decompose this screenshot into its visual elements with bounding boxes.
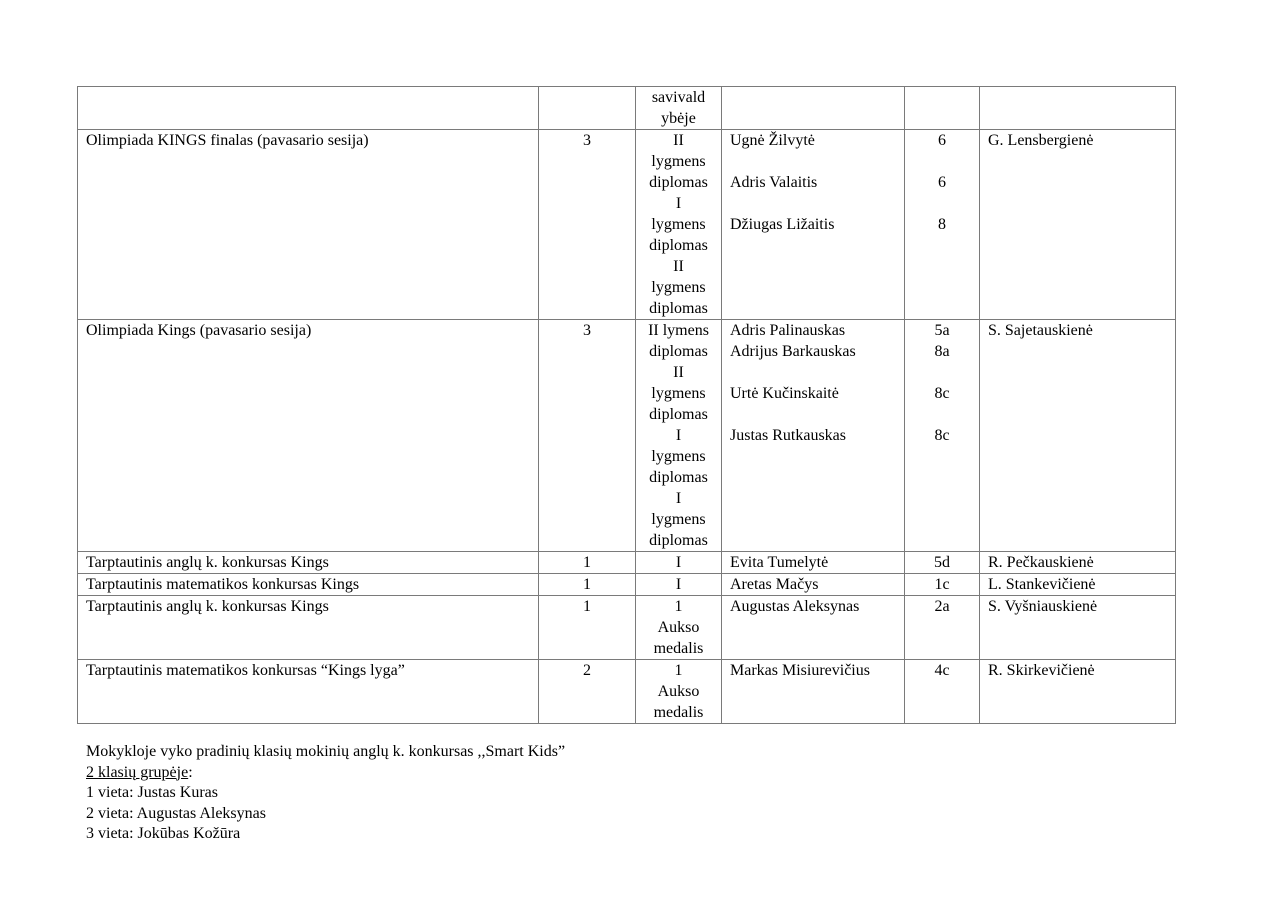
note-result-3: 3 vieta: Jokūbas Kožūra xyxy=(86,825,241,842)
student-name: Adris Palinauskas xyxy=(730,322,846,339)
student-cell xyxy=(722,87,905,130)
place-line: medalis xyxy=(653,704,704,721)
teacher-name: L. Stankevičienė xyxy=(988,576,1096,593)
place-line: 1 xyxy=(674,598,683,615)
place-line: diplomas xyxy=(649,532,708,549)
place-cell xyxy=(636,87,722,130)
participant-count: 1 xyxy=(583,576,591,593)
student-grade: 8a xyxy=(934,343,950,360)
participant-count: 3 xyxy=(583,132,591,149)
place-line: savivald xyxy=(651,89,706,106)
student-cell xyxy=(722,552,905,574)
grade-cell xyxy=(905,552,980,574)
student-grade: 5d xyxy=(934,554,950,571)
teacher-cell xyxy=(980,660,1176,724)
table-row xyxy=(78,552,1176,574)
place-cell xyxy=(636,660,722,724)
note-result-2: 2 vieta: Augustas Aleksynas xyxy=(86,804,266,822)
place-line: I xyxy=(675,427,682,444)
place-line: diplomas xyxy=(649,174,708,191)
table-row xyxy=(78,596,1176,660)
participant-count-cell xyxy=(539,320,636,552)
teacher-name: G. Lensbergienė xyxy=(988,132,1094,149)
student-cell xyxy=(722,130,905,320)
competition-name: Tarptautinis matematikos konkursas “Kings lyga” xyxy=(86,662,405,679)
competition-name: Tarptautinis anglų k. konkursas Kings xyxy=(86,554,329,571)
student-name: Augustas Aleksynas xyxy=(730,598,860,615)
student-grade xyxy=(913,404,971,425)
place-line: I xyxy=(675,576,682,593)
place-line: diplomas xyxy=(649,469,708,486)
student-name xyxy=(730,151,896,172)
competition-name: Olimpiada Kings (pavasario sesija) xyxy=(86,322,312,339)
competition-name: Olimpiada KINGS finalas (pavasario sesija) xyxy=(86,132,369,149)
student-cell xyxy=(722,596,905,660)
table-row xyxy=(78,320,1176,552)
place-line: ybėje xyxy=(661,110,696,127)
place-line: lygmens xyxy=(651,216,706,233)
competition-cell xyxy=(78,596,539,660)
place-line: diplomas xyxy=(649,300,708,317)
participant-count: 1 xyxy=(583,554,591,571)
participant-count-cell xyxy=(539,596,636,660)
student-name: Adrijus Barkauskas xyxy=(730,343,856,360)
teacher-cell xyxy=(980,320,1176,552)
competition-cell xyxy=(78,320,539,552)
school-contest-note xyxy=(86,742,565,845)
teacher-name: R. Skirkevičienė xyxy=(988,662,1095,679)
place-line: I xyxy=(675,490,682,507)
note-intro: Mokykloje vyko pradinių klasių mokinių anglų k. konkursas ,,Smart Kids” xyxy=(86,743,566,760)
student-grade xyxy=(913,362,971,383)
table-row xyxy=(78,87,1176,130)
student-grade: 8c xyxy=(934,427,950,444)
teacher-cell xyxy=(980,574,1176,596)
table-row xyxy=(78,130,1176,320)
place-line: Aukso xyxy=(657,619,700,636)
student-name xyxy=(730,404,896,425)
grade-cell xyxy=(905,574,980,596)
place-line: I xyxy=(675,195,682,212)
place-cell xyxy=(636,552,722,574)
student-grade: 8c xyxy=(934,385,950,402)
participant-count-cell xyxy=(539,574,636,596)
teacher-cell xyxy=(980,130,1176,320)
place-line: lygmens xyxy=(651,511,706,528)
place-line: II xyxy=(673,258,684,275)
competition-cell xyxy=(78,574,539,596)
student-name: Evita Tumelytė xyxy=(730,554,829,571)
table-row xyxy=(78,574,1176,596)
participant-count: 3 xyxy=(583,322,591,339)
teacher-cell xyxy=(980,552,1176,574)
student-cell xyxy=(722,320,905,552)
student-name: Ugnė Žilvytė xyxy=(730,132,815,149)
place-line: diplomas xyxy=(649,237,708,254)
place-line: lygmens xyxy=(651,385,706,402)
student-grade: 6 xyxy=(938,174,946,191)
note-result-1: 1 vieta: Justas Kuras xyxy=(86,784,218,801)
place-cell xyxy=(636,596,722,660)
competition-cell xyxy=(78,552,539,574)
place-line: diplomas xyxy=(649,406,708,423)
grade-cell xyxy=(905,87,980,130)
competition-cell xyxy=(78,130,539,320)
student-grade: 4c xyxy=(934,662,950,679)
note-group-colon: : xyxy=(188,763,193,781)
student-grade xyxy=(913,193,971,214)
place-line: I xyxy=(675,554,682,571)
participant-count-cell xyxy=(539,660,636,724)
results-table xyxy=(77,86,1176,724)
grade-cell xyxy=(905,320,980,552)
note-group-label: 2 klasių grupėje xyxy=(86,763,189,781)
grade-cell xyxy=(905,660,980,724)
student-grade: 6 xyxy=(938,132,946,149)
student-name: Urtė Kučinskaitė xyxy=(730,385,839,402)
note-group-heading xyxy=(86,763,565,784)
teacher-name: R. Pečkauskienė xyxy=(988,554,1094,571)
results-body xyxy=(78,87,1176,724)
student-name: Aretas Mačys xyxy=(730,576,819,593)
place-line: diplomas xyxy=(649,343,708,360)
student-name xyxy=(730,193,896,214)
student-name: Justas Rutkauskas xyxy=(730,427,846,444)
place-line: II lymens xyxy=(648,322,709,339)
participant-count: 2 xyxy=(583,662,591,679)
student-grade xyxy=(913,151,971,172)
place-line: II xyxy=(673,132,684,149)
competition-cell xyxy=(78,87,539,130)
grade-cell xyxy=(905,596,980,660)
place-cell xyxy=(636,320,722,552)
place-line: 1 xyxy=(674,662,683,679)
student-grade: 5a xyxy=(934,322,950,339)
teacher-cell xyxy=(980,87,1176,130)
place-cell xyxy=(636,574,722,596)
place-line: Aukso xyxy=(657,683,700,700)
place-cell xyxy=(636,130,722,320)
teacher-cell xyxy=(980,596,1176,660)
participant-count: 1 xyxy=(583,598,591,615)
competition-name: Tarptautinis matematikos konkursas Kings xyxy=(86,576,360,593)
teacher-name: S. Sajetauskienė xyxy=(988,322,1093,339)
student-name xyxy=(730,362,896,383)
teacher-name: S. Vyšniauskienė xyxy=(988,598,1098,615)
competition-name: Tarptautinis anglų k. konkursas Kings xyxy=(86,598,329,615)
student-cell xyxy=(722,574,905,596)
place-line: lygmens xyxy=(651,448,706,465)
place-line: II xyxy=(673,364,684,381)
place-line: medalis xyxy=(653,640,704,657)
table-row xyxy=(78,660,1176,724)
student-name: Adris Valaitis xyxy=(730,174,818,191)
participant-count-cell xyxy=(539,552,636,574)
student-grade: 1c xyxy=(934,576,950,593)
student-grade: 2a xyxy=(934,598,950,615)
student-name: Markas Misiurevičius xyxy=(730,662,870,679)
student-grade: 8 xyxy=(938,216,946,233)
participant-count-cell xyxy=(539,87,636,130)
student-cell xyxy=(722,660,905,724)
student-name: Džiugas Ližaitis xyxy=(730,216,835,233)
place-line: lygmens xyxy=(651,279,706,296)
grade-cell xyxy=(905,130,980,320)
participant-count-cell xyxy=(539,130,636,320)
competition-cell xyxy=(78,660,539,724)
place-line: lygmens xyxy=(651,153,706,170)
